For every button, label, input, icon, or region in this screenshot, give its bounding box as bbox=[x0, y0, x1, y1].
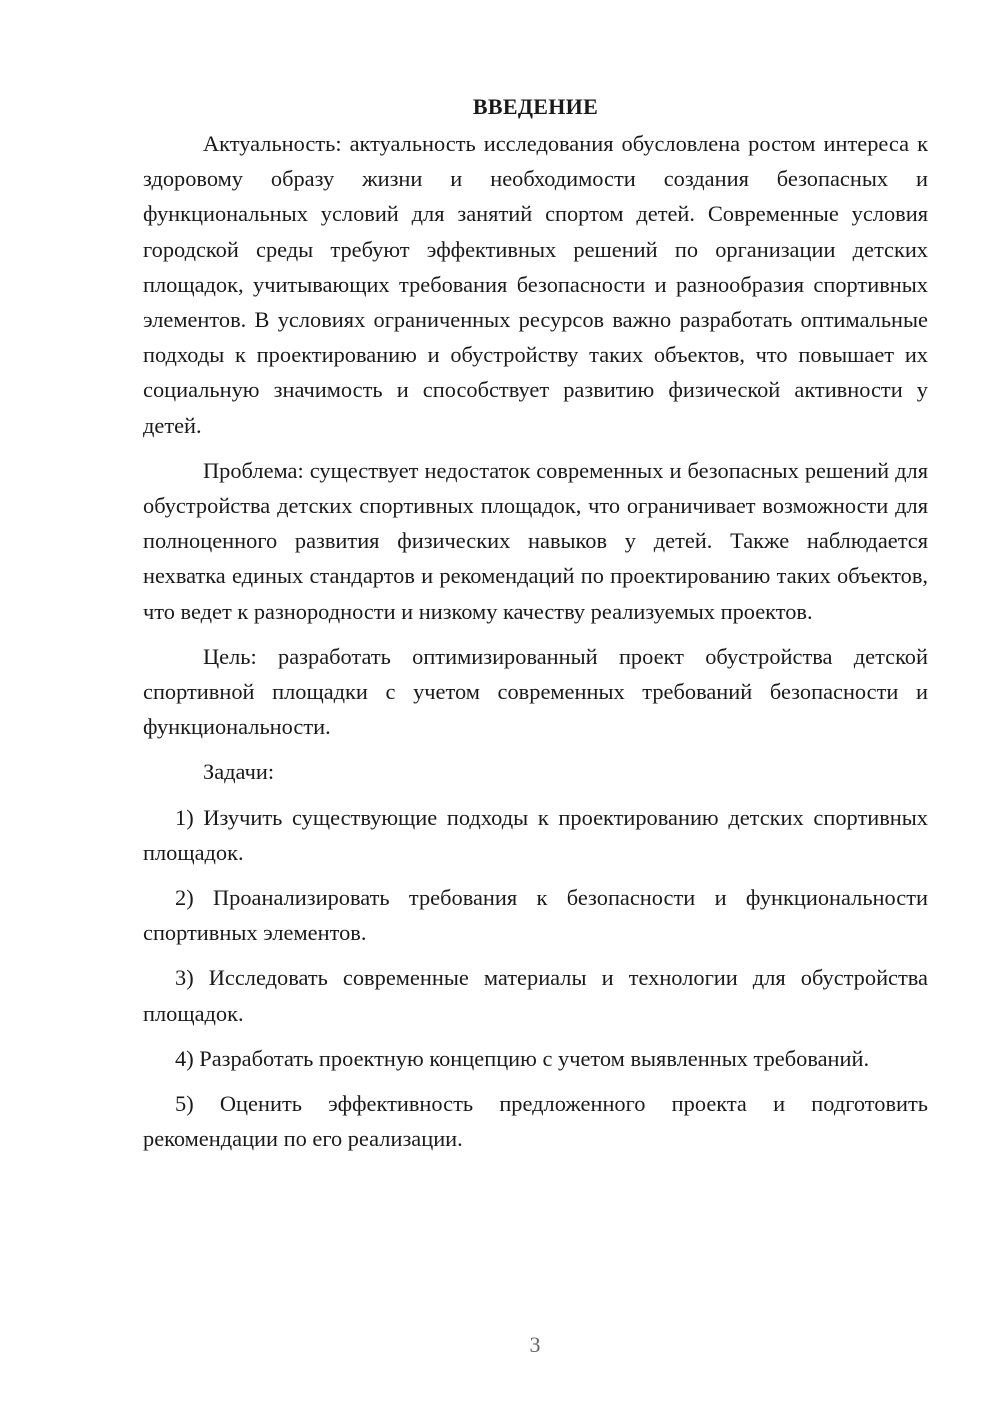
task-item-5: 5) Оценить эффективность предложенного проекта и подготовить рекомендации по его реализации. bbox=[143, 1091, 928, 1152]
task-item-1: 1) Изучить существующие подходы к проектированию детских спортивных площадок. bbox=[143, 804, 928, 865]
task-item-3: 3) Исследовать современные материалы и технологии для обустройства площадок. bbox=[143, 965, 928, 1026]
paragraph-relevance: Актуальность: актуальность исследования обусловлена ростом интереса к здоровому образу жизни и необходимости создания безопасных и функциональных условий для занятий спортом детей. Современные условия городской среды требуют эффективных решений по организации детских площадок, учитывающих требования безопасности и разнообразия спортивных элементов. В условиях ограниченных ресурсов важно разработать оптимальные подходы к проектированию и обустройству таких объектов, что повышает их социальную значимость и способствует развитию физической активности у детей. bbox=[143, 131, 928, 438]
task-item-4: 4) Разработать проектную концепцию с учетом выявленных требований. bbox=[175, 1045, 870, 1071]
section-heading: ВВЕДЕНИЕ bbox=[472, 94, 599, 119]
paragraph-goal: Цель: разработать оптимизированный проект обустройства детской спортивной площадки с учетом современных требований безопасности и функциональности. bbox=[143, 643, 928, 740]
task-item-2: 2) Проанализировать требования к безопасности и функциональности спортивных элементов. bbox=[143, 885, 928, 946]
page-number: 3 bbox=[529, 1332, 541, 1357]
document-page bbox=[143, 92, 928, 1166]
paragraph-problem: Проблема: существует недостаток современных и безопасных решений для обустройства детских спортивных площадок, что ограничивает возможности для полноценного развития физических навыков у детей. Также наблюдается нехватка единых стандартов и рекомендаций по проектированию таких объектов, что ведет к разнородности и низкому качеству реализуемых проектов. bbox=[143, 457, 928, 624]
task-list bbox=[143, 800, 928, 1157]
tasks-label: Задачи: bbox=[203, 759, 275, 785]
